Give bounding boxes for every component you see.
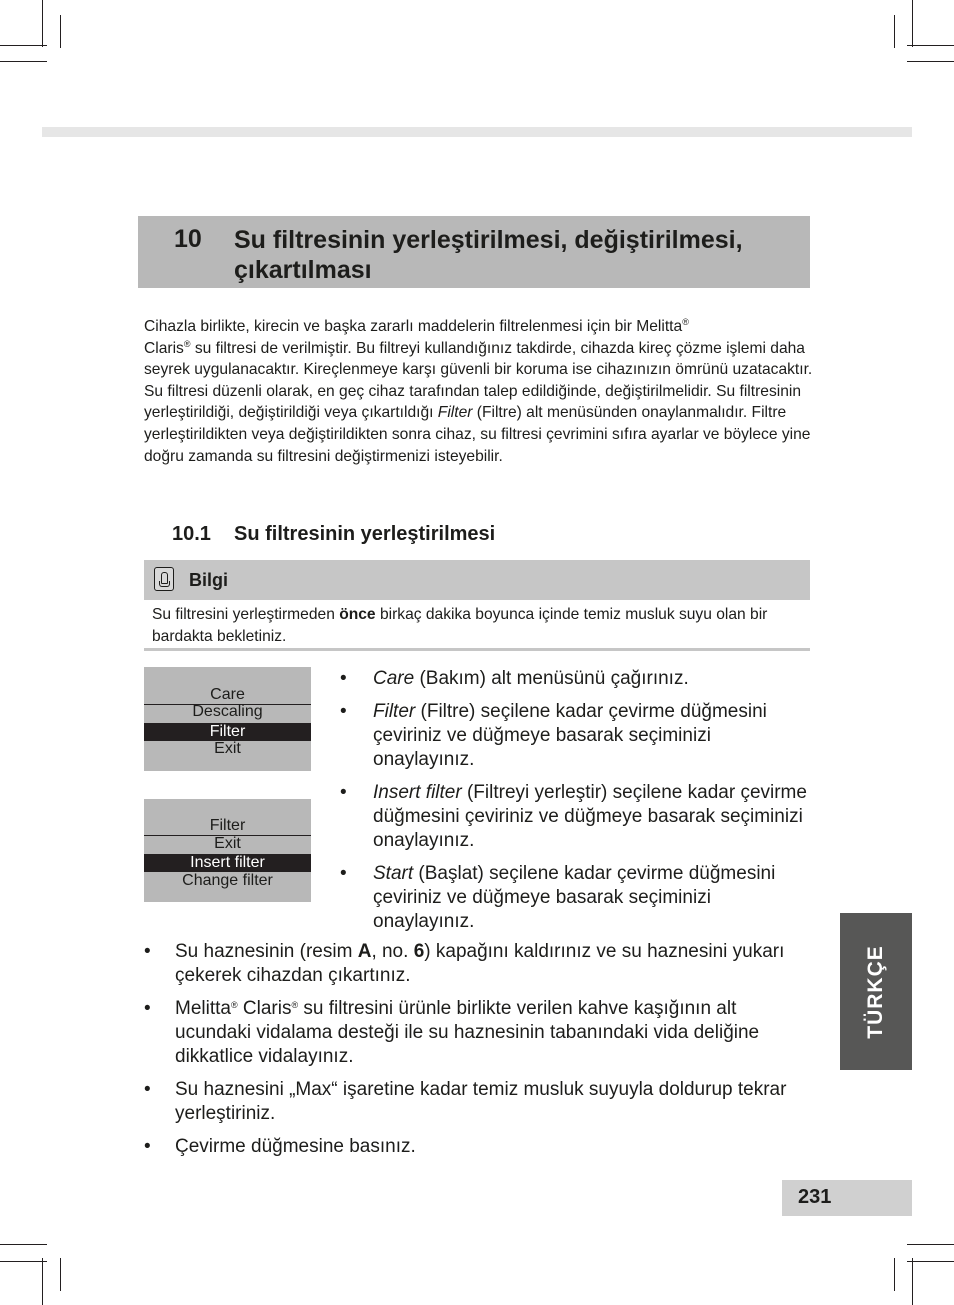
intro-paragraph (144, 316, 814, 467)
page-number-box (782, 1180, 912, 1216)
crop-mark (42, 1258, 43, 1305)
page-number: 231 (798, 1186, 832, 1208)
step-emphasis: Insert filter (373, 782, 462, 803)
info-box-header (144, 560, 810, 600)
list-item (144, 997, 814, 1069)
crop-mark (0, 1244, 47, 1245)
info-text (152, 604, 802, 647)
menu-item: Exit (214, 740, 241, 757)
intro-emphasis: Filter (437, 404, 473, 422)
info-title: Bilgi (189, 570, 228, 590)
crop-mark (60, 15, 61, 48)
list-item (340, 862, 815, 934)
list-item (144, 1078, 814, 1126)
list-item (144, 940, 814, 988)
language-tab (840, 913, 912, 1070)
list-item (340, 667, 815, 691)
intro-text: Claris (144, 339, 184, 357)
step-text: Claris (237, 998, 292, 1019)
step-text: Çevirme düğmesine basınız. (175, 1136, 416, 1157)
intro-text: (Filtre) alt menüsünden onaylanmalıdır. Filtre yerleştirildikten veya değiştirildikten sonra cihaz, su filtresi çevrimini sıfıra ayarlar ve böylece yine doğru zamanda su filtresini değiştirmenizi isteyebilir. (144, 404, 811, 465)
chapter-number: 10 (174, 225, 202, 253)
chapter-heading (138, 216, 810, 288)
registered-mark: ® (682, 317, 689, 327)
step-emphasis: Start (373, 863, 414, 884)
menu-item: Exit (214, 835, 241, 852)
header-rule (42, 127, 912, 137)
display-menu-filter (144, 799, 311, 902)
step-text: su filtresini ürünle birlikte verilen kahve kaşığının alt ucundaki vidalama desteği ile su haznesinin tabanındaki vida deliğine dikkatlice vidalayınız. (175, 998, 760, 1067)
crop-mark (907, 1261, 954, 1262)
step-text: (Filtre) seçilene kadar çevirme düğmesini çeviriniz ve düğmeye basarak seçiminizi onaylayınız. (373, 701, 767, 770)
chapter-title: Su filtresinin yerleştirilmesi, değiştirilmesi, çıkartılması (234, 226, 743, 284)
list-item (144, 1135, 814, 1159)
crop-mark (0, 61, 47, 62)
menu-item: Descaling (192, 703, 263, 720)
registered-mark: ® (183, 338, 191, 349)
section-number: 10.1 (172, 523, 211, 545)
menu-item-selected: Filter (144, 723, 311, 741)
step-emphasis: Care (373, 668, 415, 689)
registered-mark: ® (230, 1000, 238, 1010)
menu-item: Filter (209, 817, 246, 834)
crop-mark (42, 0, 43, 47)
step-text: , no. (371, 941, 414, 962)
crop-mark (912, 1258, 913, 1305)
step-list-main (144, 940, 814, 1168)
crop-mark (894, 15, 895, 48)
step-text: Su haznesini „Max“ işaretine kadar temiz musluk suyuyla doldurup tekrar yerleştiriniz. (175, 1079, 787, 1124)
menu-item: Change filter (182, 872, 273, 889)
intro-text: Cihazla birlikte, kirecin ve başka zararlı maddelerin filtrelenmesi için bir Melitta (144, 318, 683, 335)
hand-info-icon (154, 567, 174, 591)
registered-mark: ® (291, 1000, 299, 1010)
crop-mark (0, 45, 47, 46)
step-list-menu (340, 667, 815, 943)
info-text-part: Su filtresini yerleştirmeden (152, 606, 340, 623)
intro-text: su filtresi de verilmiştir. Bu filtreyi kullandığınız takdirde, cihazda kireç çözme işlemi daha seyrek uygulanacaktır. Kireçlenmeye karşı güvenli bir koruma ise cihazınızın ömrünü uzatacaktır. Su filtresi düzenli olarak, en geç cihaz tarafından talep edildiğinde, değiştirilmelidir. Su filtresinin yerleştirildiği, değiştirildiği veya çıkartıldığı (144, 339, 813, 422)
step-text: Melitta (175, 998, 231, 1019)
crop-mark (0, 1261, 47, 1262)
crop-mark (907, 61, 954, 62)
list-item (340, 700, 815, 772)
step-text: (Bakım) alt menüsünü çağırınız. (414, 668, 689, 689)
crop-mark (907, 1244, 954, 1245)
crop-mark (912, 0, 913, 47)
info-text-bold: önce (339, 606, 376, 623)
step-text: (Başlat) seçilene kadar çevirme düğmesini çeviriniz ve düğmeye basarak seçiminizi onaylayınız. (373, 863, 776, 932)
crop-mark (894, 1258, 895, 1291)
section-heading (172, 523, 495, 546)
menu-item-selected: Insert filter (144, 854, 311, 872)
crop-mark (60, 1258, 61, 1291)
info-box-rule (144, 648, 810, 651)
info-text-part: birkaç dakika boyunca içinde temiz musluk suyu olan bir bardakta bekletiniz. (152, 606, 768, 645)
list-item (340, 781, 815, 853)
section-title: Su filtresinin yerleştirilmesi (234, 523, 496, 545)
step-text: ) kapağını kaldırınız ve su haznesini yukarı çekerek cihazdan çıkartınız. (175, 941, 785, 986)
display-menu-care (144, 667, 311, 771)
crop-mark (907, 45, 954, 46)
menu-item: Care (210, 686, 245, 703)
language-label: TÜRKÇE (864, 944, 887, 1039)
step-text: Su haznesinin (resim (175, 941, 358, 962)
step-bold: A (357, 941, 372, 962)
step-text: (Filtreyi yerleştir) seçilene kadar çevirme düğmesini çeviriniz ve düğmeye basarak seçiminizi onaylayınız. (373, 782, 807, 851)
step-bold: 6 (413, 941, 425, 962)
step-emphasis: Filter (373, 701, 416, 722)
